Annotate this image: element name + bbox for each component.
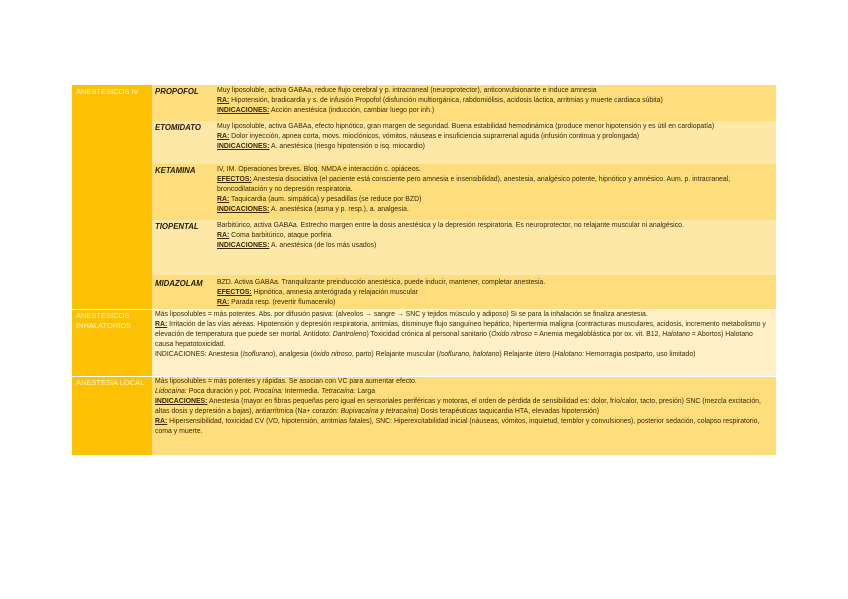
anesthetics-table: [72, 85, 776, 455]
midazolam-adverse-reactions: RA: Parada resp. (revertir flumacenilo): [217, 299, 336, 306]
midazolam-effects: EFECTOS: Hipnótica, amnesia anterógrada y relajación muscular: [217, 289, 418, 296]
category-iv-label: ANESTÉSICOS IV: [76, 87, 139, 96]
category-inhalational: [72, 309, 152, 376]
category-local: [72, 376, 152, 455]
category-local-label: ANESTESIA LOCAL: [76, 378, 145, 387]
local-info: [152, 376, 776, 455]
ketamina-description: IV, IM. Operaciones breves. Bloq. NMDA e interacción c. opiáceos.: [217, 166, 421, 173]
drug-name-tiopental: TIOPENTAL: [152, 220, 214, 275]
drug-name-ketamina: KETAMINA: [152, 164, 214, 220]
propofol-indications: INDICACIONES: Acción anestésica (inducción, cambiar luego por inh.): [217, 107, 435, 114]
row-divider: [72, 309, 776, 310]
drug-info-tiopental: [214, 220, 776, 275]
etomidato-adverse-reactions: RA: Dolor inyección, apnea corta, movs. mioclónicos, vómitos, náuseas e insuficiencia suprarrenal aguda (infusión continua y prolongada): [217, 133, 640, 140]
tiopental-indications: INDICACIONES: A. anestésica (de los más usados): [217, 242, 377, 249]
propofol-description: Muy liposoluble, activa GABAa, reduce flujo cerebral y p. intracraneal (neuroprotector), anticonvulsionante e induce amnesia: [217, 87, 597, 94]
tiopental-adverse-reactions: RA: Coma barbitúrico, ataque porfiria: [217, 232, 332, 239]
ketamina-indications: INDICACIONES: A. anestésica (asma y p. resp.), a. analgesia.: [217, 206, 409, 213]
ketamina-adverse-reactions: RA: Taquicardia (aum. simpática) y pesadillas (se reduce por BZD): [217, 196, 422, 203]
inhalational-adverse-reactions: RA: Irritación de las vías aéreas. Hipotensión y depresión respiratoria, arritmias, disminuye flujo sanguíneo hepático, hipertermia maligna (contracturas musculares, acidosis, incremento metabolismo y elevación de temperatura que puede ser mortal. Antídoto: Dantroleno) Toxicidad crónica al personal sanitario (Óxido nitroso = Anemia megaloblástica por ox. vit. B12, Halotano = Abortos) Halotano causa hepatotoxicidad.: [155, 321, 766, 348]
inhalational-indications: INDICACIONES: Anestesia (Isoflurano), analgesia (óxido nitroso, parto) Relajante muscular (Isoflurano, halotano) Relajante útero (Halotano: Hemorragia postparto, uso limitado): [155, 351, 696, 358]
drug-info-propofol: [214, 85, 776, 121]
inhalational-info: [152, 309, 776, 376]
inhalational-description: Más liposolubles = más potentes. Abs. por difusión pasiva: (alveolos → sangre → SNC y tejidos músculo y adiposo) Si se para la inhalación se finaliza anestesia.: [155, 311, 648, 318]
etomidato-description: Muy liposoluble, activa GABAa, efecto hipnótico, gran margen de seguridad. Buena estabilidad hemodinámica (produce menor hipotensión y es útil en cardiopatía): [217, 123, 715, 130]
local-duration: Lidocaína: Poca duración y pot. Procaína: Intermedia. Tetracaína: Larga: [155, 388, 376, 395]
category-inhalational-label: ANESTÉSICOS INHALATORIOS: [76, 311, 132, 330]
midazolam-description: BZD. Activa GABAa. Tranquilizante preinducción anestésica, puede inducir, mantener, completar anestesia.: [217, 279, 546, 286]
tiopental-description: Barbitúrico, activa GABAa. Estrecho margen entre la dosis anestésica y la depresión respiratoria. Es neuroprotector, no relajante muscular ni analgésico.: [217, 222, 684, 229]
local-description: Más liposolubles = más potentes y rápidas. Se asocian con VC para aumentar efecto.: [155, 378, 417, 385]
etomidato-indications: INDICACIONES: A. anestésica (riesgo hipotensión o isq. miocardio): [217, 143, 425, 150]
propofol-adverse-reactions: RA: Hipotensión, bradicardia y s. de infusión Propofol (disfunción multiorgánica, rabdomiólisis, acidosis láctica, arritmias y muerte cardiaca súbita): [217, 97, 663, 104]
drug-name-midazolam: MIDAZOLAM: [152, 275, 214, 309]
local-adverse-reactions: RA: Hipersensibilidad, toxicidad CV (VD, hipotensión, arritmias fatales), SNC: Hiperexcitabilidad inicial (náuseas, vómitos, inquietud, temblor y convulsiones), posterior sedación, colapso respiratorio, coma y muerte.: [155, 418, 760, 435]
row-divider: [72, 376, 776, 377]
category-iv: [72, 85, 152, 309]
drug-name-propofol: PROPOFOL: [152, 85, 214, 121]
ketamina-effects: EFECTOS: Anestesia disociativa (el paciente está consciente pero amnesia e insensibilidad), anestesia, analgésico potente, hipnótico y amnésico. Aum. p. intracraneal, broncodilatación y no depresión respiratoria.: [217, 176, 731, 193]
drug-info-midazolam: [214, 275, 776, 309]
drug-name-etomidato: ETOMIDATO: [152, 121, 214, 164]
drug-info-etomidato: [214, 121, 776, 164]
drug-info-ketamina: [214, 164, 776, 220]
local-indications: INDICACIONES: Anestesia (mayor en fibras pequeñas pero igual en sensoriales periféricas y motoras, el orden de pérdida de sensibilidad es: dolor, frío/calor, tacto, presión) SNC (mezcla excitación, altas dosis y depresión a bajas), antiarrítmica (Na+ corazón: Bupivacaína y tetracaína) Dosis terapéuticas taquicardia HTA, elevadas hipotensión): [155, 398, 761, 415]
